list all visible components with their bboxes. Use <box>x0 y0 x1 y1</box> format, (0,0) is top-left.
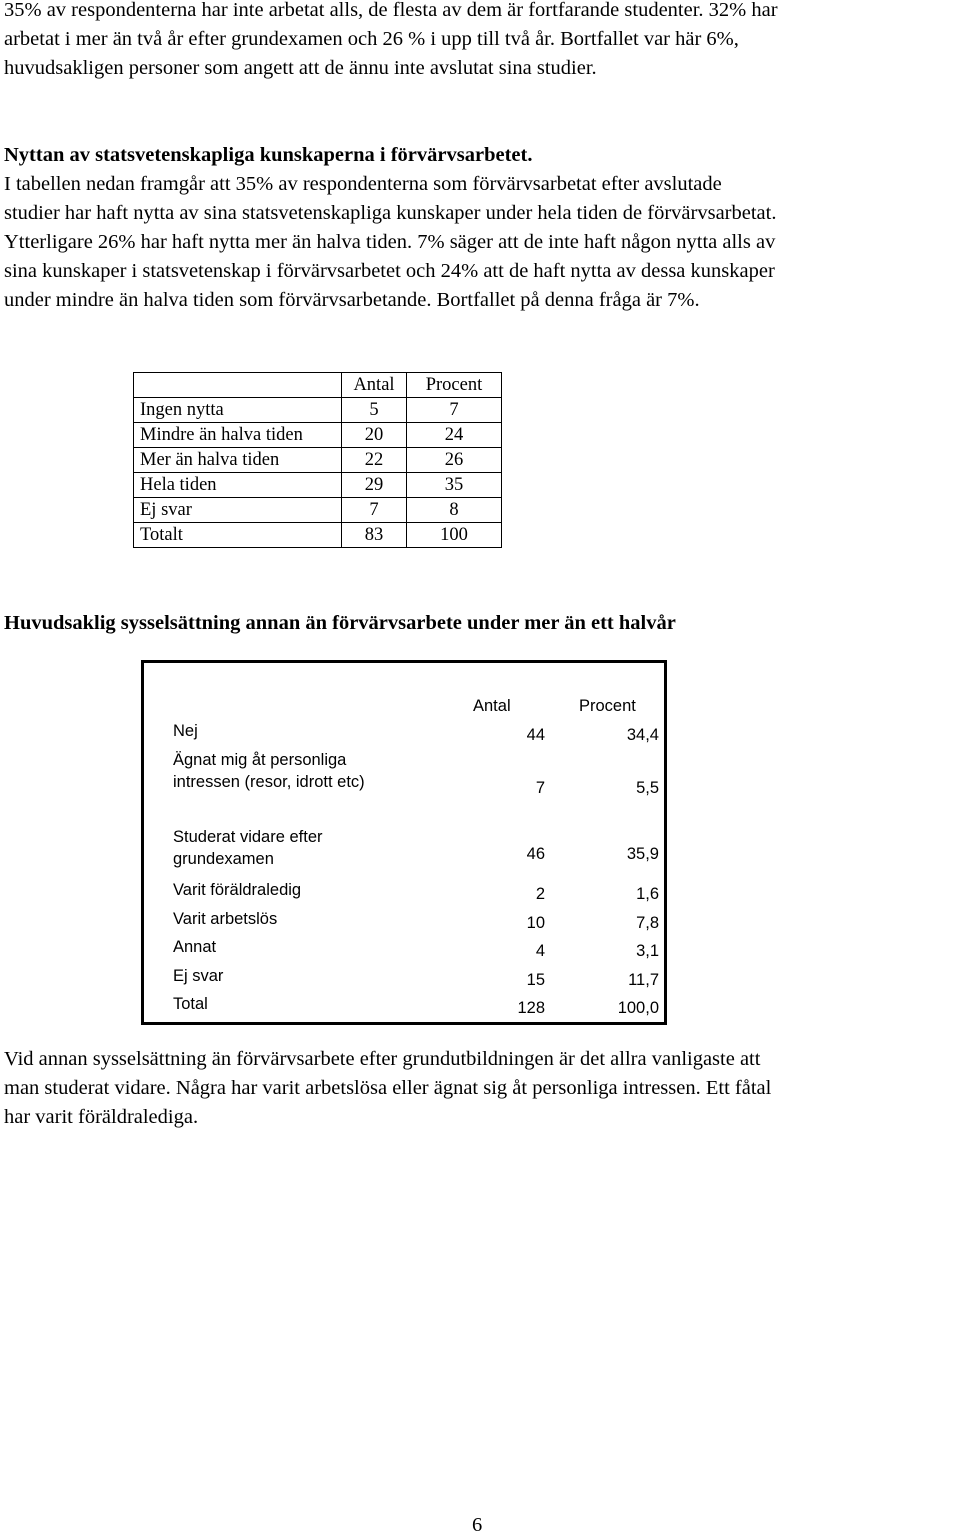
table-cell-label: Ingen nytta <box>134 398 342 423</box>
table-cell-antal: 128 <box>517 999 545 1017</box>
table-cell-label: Ej svar <box>173 967 224 985</box>
table-header-cell <box>134 373 342 398</box>
table-row <box>134 523 502 548</box>
text-line: huvudsakligen personer som angett att de ännu inte avslutat sina studier. <box>4 57 597 79</box>
table-row <box>134 448 502 473</box>
table-header-cell: Antal <box>342 373 407 398</box>
text-line: studier har haft nytta av sina statsvetenskapliga kunskaper under hela tiden de förvärvsarbetat. <box>4 202 777 224</box>
table-cell-label: Nej <box>173 722 198 740</box>
table-header-procent: Procent <box>579 697 636 715</box>
table-cell-procent: 3,1 <box>636 942 659 960</box>
table-header-row <box>134 373 502 398</box>
table-cell-antal: 29 <box>342 473 407 498</box>
section-heading: Huvudsaklig sysselsättning annan än förvärvsarbete under mer än ett halvår <box>4 612 676 634</box>
table-cell-procent: 8 <box>407 498 502 523</box>
table-cell-procent: 26 <box>407 448 502 473</box>
section1-paragraph <box>4 170 956 315</box>
table-cell-antal: 20 <box>342 423 407 448</box>
table-cell-antal: 10 <box>526 914 545 932</box>
table-cell-antal: 4 <box>535 942 545 960</box>
table-cell-procent: 100 <box>407 523 502 548</box>
text-line: sina kunskaper i statsvetenskap i förvärvsarbetet och 24% att de haft nytta av dessa kunskaper <box>4 260 775 282</box>
text-line: man studerat vidare. Några har varit arbetslösa eller ägnat sig åt personliga intressen. Ett fåtal <box>4 1077 772 1099</box>
table-cell-antal: 5 <box>342 398 407 423</box>
table-cell-procent: 11,7 <box>628 971 659 989</box>
table-row <box>134 423 502 448</box>
text-line: har varit föräldralediga. <box>4 1106 199 1128</box>
text-line: under mindre än halva tiden som förvärvsarbetande. Bortfallet på denna fråga är 7%. <box>4 289 700 311</box>
table-cell-procent: 100,0 <box>617 999 659 1017</box>
table-cell-antal: 7 <box>342 498 407 523</box>
table-row <box>134 398 502 423</box>
table-cell-antal: 7 <box>535 779 545 797</box>
table-cell-label: Hela tiden <box>134 473 342 498</box>
table-header-antal: Antal <box>473 697 511 715</box>
table-cell-label: intressen (resor, idrott etc) <box>173 773 365 791</box>
usefulness-table <box>133 372 502 548</box>
table-cell-label: Varit arbetslös <box>173 910 278 928</box>
table-cell-label: Studerat vidare efter <box>173 828 323 846</box>
table-row <box>134 473 502 498</box>
table-cell-antal: 15 <box>526 971 545 989</box>
text-line: I tabellen nedan framgår att 35% av respondenterna som förvärvsarbetat efter avslutade <box>4 173 722 195</box>
table-cell-label: Ej svar <box>134 498 342 523</box>
text-line: 35% av respondenterna har inte arbetat alls, de flesta av dem är fortfarande studenter. 32% har <box>4 0 778 21</box>
table-cell-label: grundexamen <box>173 850 274 868</box>
table-cell-label: Varit föräldraledig <box>173 881 302 899</box>
table-cell-procent: 7 <box>407 398 502 423</box>
table-cell-label: Totalt <box>134 523 342 548</box>
table-cell-label: Annat <box>173 938 217 956</box>
table-cell-label: Mer än halva tiden <box>134 448 342 473</box>
table-cell-procent: 35,9 <box>626 845 659 863</box>
table-cell-antal: 2 <box>535 885 545 903</box>
occupation-table <box>141 660 667 1025</box>
intro-paragraph <box>4 0 956 83</box>
text-line: Vid annan sysselsättning än förvärvsarbete efter grundutbildningen är det allra vanligaste att <box>4 1048 761 1070</box>
outro-paragraph <box>4 1045 956 1132</box>
table-cell-procent: 35 <box>407 473 502 498</box>
table-header-cell: Procent <box>407 373 502 398</box>
table-row <box>134 498 502 523</box>
table-cell-antal: 83 <box>342 523 407 548</box>
table-cell-procent: 34,4 <box>626 726 659 744</box>
table-cell-procent: 5,5 <box>636 779 659 797</box>
page-number: 6 <box>472 1514 483 1536</box>
text-line: Ytterligare 26% har haft nytta mer än halva tiden. 7% säger att de inte haft någon nytta alls av <box>4 231 776 253</box>
text-line: arbetat i mer än två år efter grundexamen och 26 % i upp till två år. Bortfallet var här 6%, <box>4 28 739 50</box>
section-heading: Nyttan av statsvetenskapliga kunskaperna i förvärvsarbetet. <box>4 144 533 166</box>
table-cell-label: Total <box>173 995 208 1013</box>
table-cell-label: Ägnat mig åt personliga <box>173 751 347 769</box>
table-cell-label: Mindre än halva tiden <box>134 423 342 448</box>
table-cell-antal: 46 <box>526 845 545 863</box>
table-cell-procent: 7,8 <box>636 914 659 932</box>
table-cell-antal: 44 <box>526 726 545 744</box>
table-cell-procent: 1,6 <box>636 885 659 903</box>
table-cell-antal: 22 <box>342 448 407 473</box>
table-cell-procent: 24 <box>407 423 502 448</box>
